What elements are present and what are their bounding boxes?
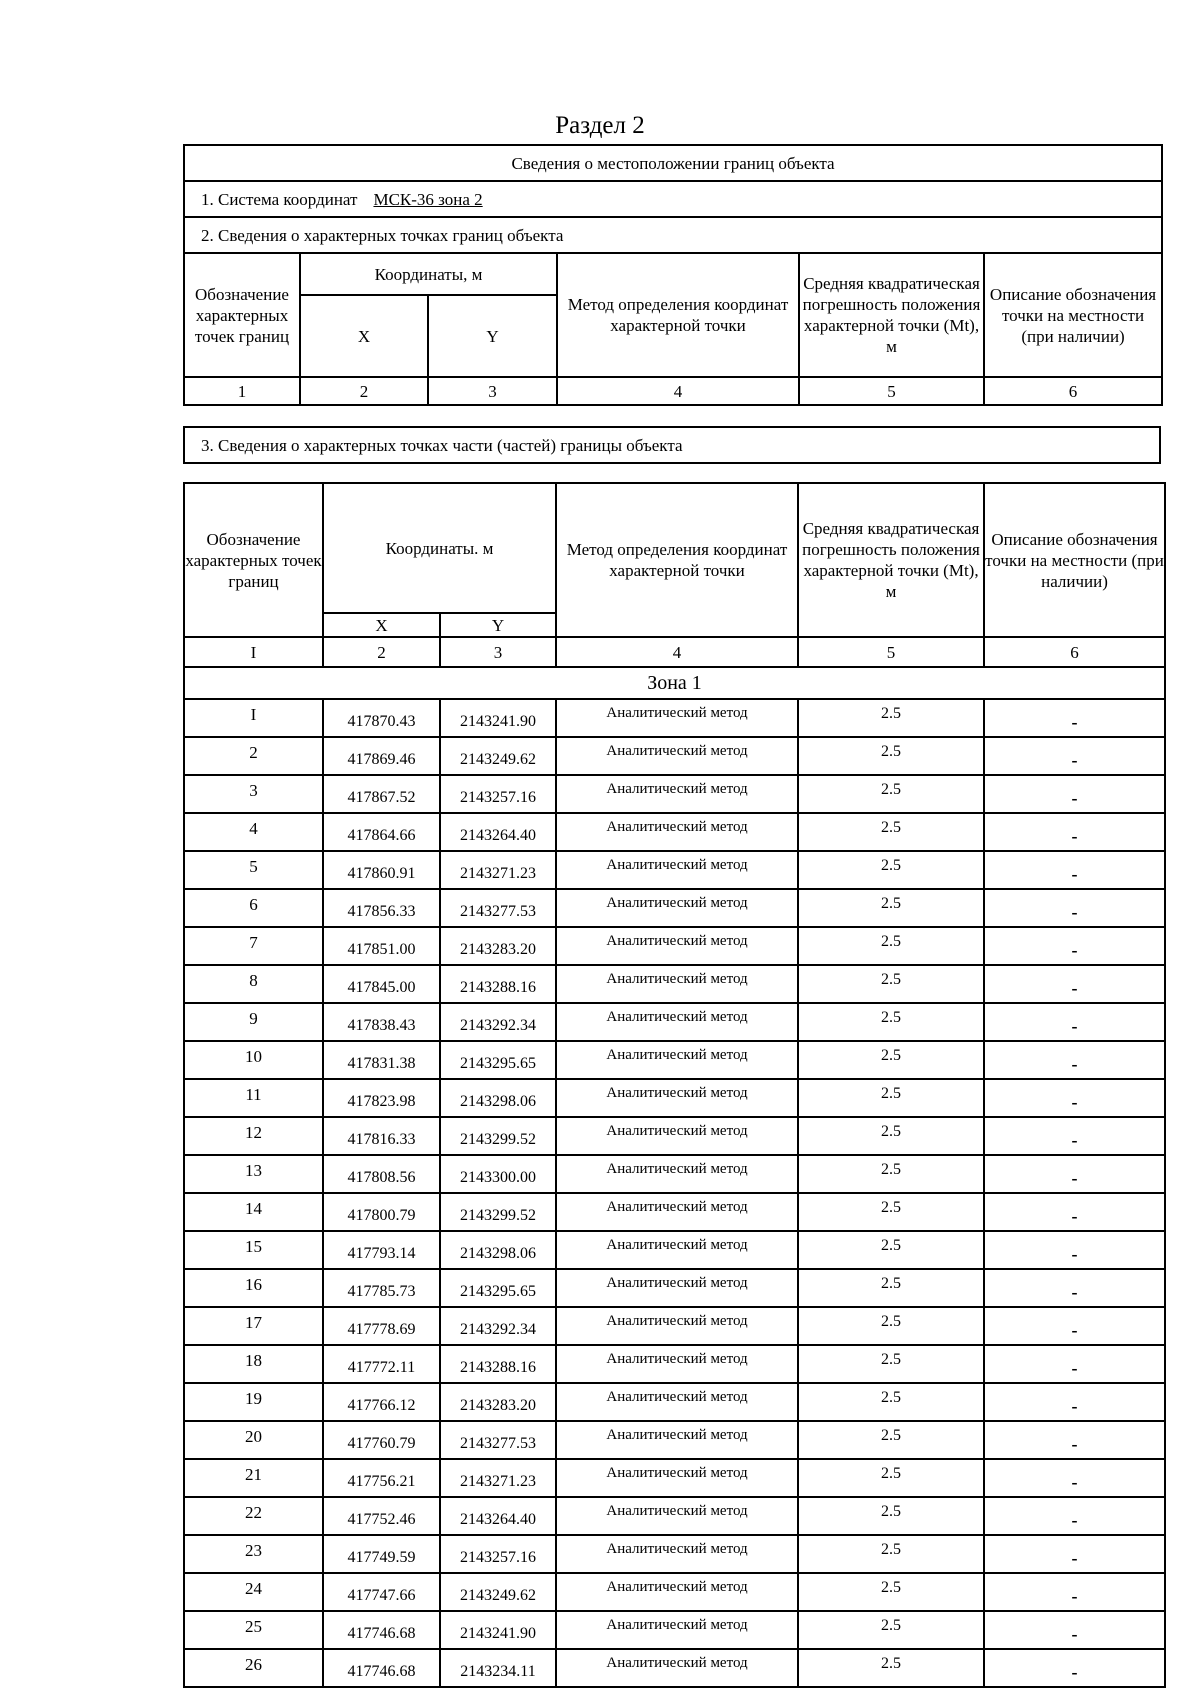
point-description: - bbox=[984, 1611, 1165, 1649]
col-header-description: Описание обозначения точки на местности (при наличии) bbox=[984, 253, 1162, 377]
point-y: 2143288.16 bbox=[440, 1345, 556, 1383]
point-description: - bbox=[984, 1117, 1165, 1155]
point-description: - bbox=[984, 1573, 1165, 1611]
point-description: - bbox=[984, 1041, 1165, 1079]
point-x: 417845.00 bbox=[323, 965, 440, 1003]
point-method: Аналитический метод bbox=[556, 1383, 798, 1421]
point-mt: 2.5 bbox=[798, 1231, 984, 1269]
table-row bbox=[184, 1307, 1165, 1345]
table-row bbox=[184, 1497, 1165, 1535]
point-mt: 2.5 bbox=[798, 1649, 984, 1687]
t2-col-header-y: Y bbox=[440, 613, 556, 637]
zone-points-body bbox=[184, 699, 1165, 1687]
point-x: 417800.79 bbox=[323, 1193, 440, 1231]
point-description: - bbox=[984, 1497, 1165, 1535]
point-mt: 2.5 bbox=[798, 1155, 984, 1193]
point-y: 2143298.06 bbox=[440, 1079, 556, 1117]
point-mt: 2.5 bbox=[798, 889, 984, 927]
point-mt: 2.5 bbox=[798, 1383, 984, 1421]
point-number: 19 bbox=[184, 1383, 323, 1421]
point-method: Аналитический метод bbox=[556, 1497, 798, 1535]
point-number: 26 bbox=[184, 1649, 323, 1687]
section-title: Раздел 2 bbox=[555, 112, 645, 139]
point-method: Аналитический метод bbox=[556, 1573, 798, 1611]
point-y: 2143264.40 bbox=[440, 1497, 556, 1535]
part-points-table bbox=[183, 426, 1161, 464]
table-row bbox=[184, 813, 1165, 851]
point-y: 2143271.23 bbox=[440, 1459, 556, 1497]
point-number: 22 bbox=[184, 1497, 323, 1535]
table-row bbox=[184, 775, 1165, 813]
point-description: - bbox=[984, 1079, 1165, 1117]
point-number: 18 bbox=[184, 1345, 323, 1383]
point-y: 2143288.16 bbox=[440, 965, 556, 1003]
point-description: - bbox=[984, 1649, 1165, 1687]
table-row bbox=[184, 1231, 1165, 1269]
point-number: 4 bbox=[184, 813, 323, 851]
col-header-method: Метод определения координат характерной точки bbox=[557, 253, 799, 377]
point-number: 15 bbox=[184, 1231, 323, 1269]
point-description: - bbox=[984, 813, 1165, 851]
point-method: Аналитический метод bbox=[556, 1079, 798, 1117]
point-mt: 2.5 bbox=[798, 1573, 984, 1611]
point-x: 417778.69 bbox=[323, 1307, 440, 1345]
point-description: - bbox=[984, 1307, 1165, 1345]
point-number: 24 bbox=[184, 1573, 323, 1611]
point-y: 2143292.34 bbox=[440, 1003, 556, 1041]
t2-col-number-1: I bbox=[184, 637, 323, 667]
col-number-5: 5 bbox=[799, 377, 984, 405]
point-x: 417793.14 bbox=[323, 1231, 440, 1269]
point-description: - bbox=[984, 889, 1165, 927]
point-mt: 2.5 bbox=[798, 813, 984, 851]
table-row bbox=[184, 1573, 1165, 1611]
point-y: 2143241.90 bbox=[440, 699, 556, 737]
zone-points-table bbox=[183, 482, 1166, 1688]
point-description: - bbox=[984, 1459, 1165, 1497]
table-row bbox=[184, 1193, 1165, 1231]
point-x: 417869.46 bbox=[323, 737, 440, 775]
point-y: 2143283.20 bbox=[440, 1383, 556, 1421]
point-method: Аналитический метод bbox=[556, 1193, 798, 1231]
point-y: 2143271.23 bbox=[440, 851, 556, 889]
point-y: 2143249.62 bbox=[440, 1573, 556, 1611]
t2-col-number-3: 3 bbox=[440, 637, 556, 667]
point-method: Аналитический метод bbox=[556, 1117, 798, 1155]
point-number: 16 bbox=[184, 1269, 323, 1307]
t2-col-header-method: Метод определения координат характерной точки bbox=[556, 483, 798, 637]
point-mt: 2.5 bbox=[798, 1079, 984, 1117]
point-method: Аналитический метод bbox=[556, 1535, 798, 1573]
table-row bbox=[184, 1041, 1165, 1079]
point-x: 417823.98 bbox=[323, 1079, 440, 1117]
table-row bbox=[184, 1383, 1165, 1421]
point-y: 2143292.34 bbox=[440, 1307, 556, 1345]
point-method: Аналитический метод bbox=[556, 927, 798, 965]
point-method: Аналитический метод bbox=[556, 699, 798, 737]
table-row bbox=[184, 1079, 1165, 1117]
point-number: 10 bbox=[184, 1041, 323, 1079]
point-method: Аналитический метод bbox=[556, 1345, 798, 1383]
col-header-y: Y bbox=[428, 295, 557, 377]
point-method: Аналитический метод bbox=[556, 851, 798, 889]
boundary-location-header: Сведения о местоположении границ объекта bbox=[184, 145, 1162, 181]
table-row bbox=[184, 1611, 1165, 1649]
t2-col-number-4: 4 bbox=[556, 637, 798, 667]
point-method: Аналитический метод bbox=[556, 1649, 798, 1687]
point-y: 2143295.65 bbox=[440, 1041, 556, 1079]
point-mt: 2.5 bbox=[798, 775, 984, 813]
point-x: 417766.12 bbox=[323, 1383, 440, 1421]
t2-col-header-designation: Обозначение характерных точек границ bbox=[184, 483, 323, 637]
point-y: 2143234.11 bbox=[440, 1649, 556, 1687]
point-description: - bbox=[984, 1383, 1165, 1421]
point-number: 21 bbox=[184, 1459, 323, 1497]
col-header-mt: Средняя квадратическая погрешность положения характерной точки (Mt), м bbox=[799, 253, 984, 377]
point-x: 417851.00 bbox=[323, 927, 440, 965]
point-x: 417860.91 bbox=[323, 851, 440, 889]
point-mt: 2.5 bbox=[798, 1117, 984, 1155]
point-mt: 2.5 bbox=[798, 965, 984, 1003]
point-method: Аналитический метод bbox=[556, 1041, 798, 1079]
point-number: 11 bbox=[184, 1079, 323, 1117]
point-y: 2143299.52 bbox=[440, 1117, 556, 1155]
table-row bbox=[184, 1459, 1165, 1497]
table-row bbox=[184, 1155, 1165, 1193]
table-row bbox=[184, 1421, 1165, 1459]
point-y: 2143264.40 bbox=[440, 813, 556, 851]
col-number-1: 1 bbox=[184, 377, 300, 405]
point-number: 6 bbox=[184, 889, 323, 927]
point-y: 2143299.52 bbox=[440, 1193, 556, 1231]
coord-system-label: 1. Система координат bbox=[201, 189, 358, 209]
point-description: - bbox=[984, 1535, 1165, 1573]
point-method: Аналитический метод bbox=[556, 1231, 798, 1269]
point-mt: 2.5 bbox=[798, 1611, 984, 1649]
point-mt: 2.5 bbox=[798, 927, 984, 965]
point-y: 2143295.65 bbox=[440, 1269, 556, 1307]
table-row bbox=[184, 737, 1165, 775]
point-method: Аналитический метод bbox=[556, 1307, 798, 1345]
point-mt: 2.5 bbox=[798, 1497, 984, 1535]
point-number: I bbox=[184, 699, 323, 737]
point-y: 2143283.20 bbox=[440, 927, 556, 965]
col-header-x: X bbox=[300, 295, 428, 377]
point-description: - bbox=[984, 1345, 1165, 1383]
point-number: 9 bbox=[184, 1003, 323, 1041]
point-y: 2143277.53 bbox=[440, 889, 556, 927]
point-number: 2 bbox=[184, 737, 323, 775]
t2-col-header-coords: Координаты. м bbox=[323, 483, 556, 613]
point-description: - bbox=[984, 965, 1165, 1003]
point-description: - bbox=[984, 1269, 1165, 1307]
point-x: 417864.66 bbox=[323, 813, 440, 851]
table-row bbox=[184, 1269, 1165, 1307]
point-description: - bbox=[984, 699, 1165, 737]
point-x: 417867.52 bbox=[323, 775, 440, 813]
point-x: 417831.38 bbox=[323, 1041, 440, 1079]
coord-system-value: МСК-36 зона 2 bbox=[373, 189, 483, 209]
col-number-2: 2 bbox=[300, 377, 428, 405]
table-row bbox=[184, 851, 1165, 889]
point-method: Аналитический метод bbox=[556, 1611, 798, 1649]
point-description: - bbox=[984, 1231, 1165, 1269]
zone-label: Зона 1 bbox=[184, 667, 1165, 699]
table-row bbox=[184, 1345, 1165, 1383]
table-row bbox=[184, 1003, 1165, 1041]
col-number-6: 6 bbox=[984, 377, 1162, 405]
point-description: - bbox=[984, 1193, 1165, 1231]
point-method: Аналитический метод bbox=[556, 1459, 798, 1497]
point-mt: 2.5 bbox=[798, 851, 984, 889]
point-y: 2143298.06 bbox=[440, 1231, 556, 1269]
point-number: 5 bbox=[184, 851, 323, 889]
point-x: 417785.73 bbox=[323, 1269, 440, 1307]
point-x: 417752.46 bbox=[323, 1497, 440, 1535]
table-row bbox=[184, 1535, 1165, 1573]
point-x: 417808.56 bbox=[323, 1155, 440, 1193]
point-description: - bbox=[984, 1155, 1165, 1193]
point-method: Аналитический метод bbox=[556, 1155, 798, 1193]
point-number: 12 bbox=[184, 1117, 323, 1155]
point-number: 14 bbox=[184, 1193, 323, 1231]
point-x: 417856.33 bbox=[323, 889, 440, 927]
point-number: 8 bbox=[184, 965, 323, 1003]
point-description: - bbox=[984, 737, 1165, 775]
point-y: 2143257.16 bbox=[440, 1535, 556, 1573]
t2-col-header-mt: Средняя квадратическая погрешность положения характерной точки (Mt), м bbox=[798, 483, 984, 637]
point-y: 2143249.62 bbox=[440, 737, 556, 775]
coord-system-row bbox=[184, 181, 1162, 217]
point-x: 417756.21 bbox=[323, 1459, 440, 1497]
point-mt: 2.5 bbox=[798, 1421, 984, 1459]
point-x: 417746.68 bbox=[323, 1649, 440, 1687]
point-number: 3 bbox=[184, 775, 323, 813]
point-y: 2143257.16 bbox=[440, 775, 556, 813]
point-mt: 2.5 bbox=[798, 1269, 984, 1307]
t2-col-header-description: Описание обозначения точки на местности (при наличии) bbox=[984, 483, 1165, 637]
boundary-location-table bbox=[183, 144, 1163, 406]
table-row bbox=[184, 927, 1165, 965]
table-row bbox=[184, 965, 1165, 1003]
point-method: Аналитический метод bbox=[556, 737, 798, 775]
point-mt: 2.5 bbox=[798, 737, 984, 775]
t2-col-header-x: X bbox=[323, 613, 440, 637]
t2-col-number-6: 6 bbox=[984, 637, 1165, 667]
table-row bbox=[184, 889, 1165, 927]
table-row bbox=[184, 1117, 1165, 1155]
point-mt: 2.5 bbox=[798, 699, 984, 737]
point-x: 417838.43 bbox=[323, 1003, 440, 1041]
point-method: Аналитический метод bbox=[556, 813, 798, 851]
point-x: 417749.59 bbox=[323, 1535, 440, 1573]
point-method: Аналитический метод bbox=[556, 1269, 798, 1307]
point-x: 417870.43 bbox=[323, 699, 440, 737]
col-number-4: 4 bbox=[557, 377, 799, 405]
point-description: - bbox=[984, 775, 1165, 813]
point-mt: 2.5 bbox=[798, 1193, 984, 1231]
point-description: - bbox=[984, 927, 1165, 965]
t2-col-number-5: 5 bbox=[798, 637, 984, 667]
col-header-coords: Координаты, м bbox=[300, 253, 557, 295]
part-points-label: 3. Сведения о характерных точках части (частей) границы объекта bbox=[184, 427, 1160, 463]
point-y: 2143300.00 bbox=[440, 1155, 556, 1193]
point-description: - bbox=[984, 1003, 1165, 1041]
point-number: 25 bbox=[184, 1611, 323, 1649]
point-description: - bbox=[984, 1421, 1165, 1459]
point-y: 2143277.53 bbox=[440, 1421, 556, 1459]
col-number-3: 3 bbox=[428, 377, 557, 405]
point-number: 20 bbox=[184, 1421, 323, 1459]
point-method: Аналитический метод bbox=[556, 775, 798, 813]
point-mt: 2.5 bbox=[798, 1003, 984, 1041]
point-x: 417816.33 bbox=[323, 1117, 440, 1155]
point-x: 417746.68 bbox=[323, 1611, 440, 1649]
table-row bbox=[184, 1649, 1165, 1687]
point-number: 17 bbox=[184, 1307, 323, 1345]
t2-col-number-2: 2 bbox=[323, 637, 440, 667]
point-method: Аналитический метод bbox=[556, 965, 798, 1003]
point-x: 417760.79 bbox=[323, 1421, 440, 1459]
table-row bbox=[184, 699, 1165, 737]
point-method: Аналитический метод bbox=[556, 889, 798, 927]
points-label: 2. Сведения о характерных точках границ объекта bbox=[184, 217, 1162, 253]
col-header-designation: Обозначение характерных точек границ bbox=[184, 253, 300, 377]
point-mt: 2.5 bbox=[798, 1459, 984, 1497]
point-mt: 2.5 bbox=[798, 1345, 984, 1383]
point-number: 23 bbox=[184, 1535, 323, 1573]
point-x: 417747.66 bbox=[323, 1573, 440, 1611]
point-number: 13 bbox=[184, 1155, 323, 1193]
point-number: 7 bbox=[184, 927, 323, 965]
point-method: Аналитический метод bbox=[556, 1421, 798, 1459]
point-y: 2143241.90 bbox=[440, 1611, 556, 1649]
point-x: 417772.11 bbox=[323, 1345, 440, 1383]
point-mt: 2.5 bbox=[798, 1041, 984, 1079]
point-mt: 2.5 bbox=[798, 1307, 984, 1345]
point-mt: 2.5 bbox=[798, 1535, 984, 1573]
point-description: - bbox=[984, 851, 1165, 889]
point-method: Аналитический метод bbox=[556, 1003, 798, 1041]
